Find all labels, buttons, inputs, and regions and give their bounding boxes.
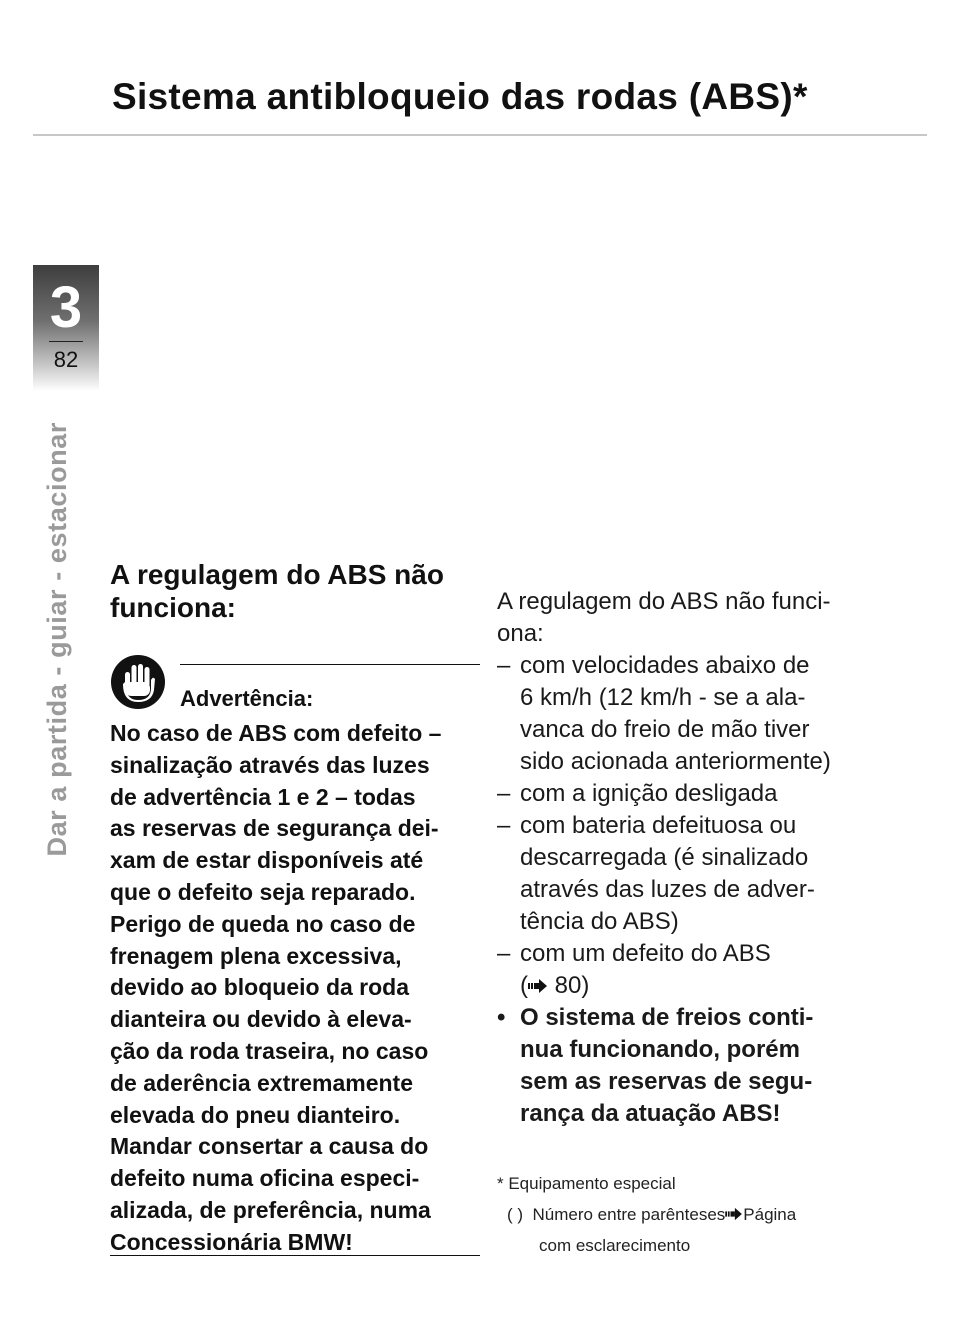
list-item-line: tência do ABS)	[520, 908, 679, 935]
footnote-legend-b: Página	[743, 1205, 797, 1224]
warning-line: dianteira ou devido à eleva-	[110, 1006, 412, 1033]
list-marker: –	[497, 780, 511, 807]
section-title-line-2: funciona:	[110, 592, 236, 623]
warning-line: que o defeito seja reparado.	[110, 878, 416, 905]
footnote-paren: ( )	[507, 1205, 524, 1224]
list-item-line: descarregada (é sinalizado	[520, 844, 809, 871]
chapter-number: 3	[49, 275, 83, 340]
list-marker: –	[497, 940, 511, 967]
footnote-legend-a: Número entre parênteses	[532, 1205, 726, 1224]
warning-line: de aderência extremamente	[110, 1069, 413, 1096]
warning-line: elevada do pneu dianteiro.	[110, 1101, 401, 1128]
list-marker: –	[497, 652, 511, 679]
bullet-line: O sistema de freios conti-	[520, 1004, 814, 1031]
list-item-line: com velocidades abaixo de	[520, 652, 810, 679]
ref-open: (	[520, 972, 528, 999]
warning-heading: Advertência:	[180, 686, 314, 711]
page-arrow-icon	[528, 978, 548, 994]
footnotes	[497, 1168, 897, 1261]
list-item-line: com um defeito do ABS	[520, 940, 771, 967]
warning-line: frenagem plena excessiva,	[110, 942, 402, 969]
footnote-legend-c: com esclarecimento	[539, 1236, 691, 1255]
intro-paragraph	[497, 586, 877, 650]
footnote-legend	[497, 1199, 897, 1261]
bullet-line: nua funcionando, porém	[520, 1036, 800, 1063]
warning-line: Perigo de queda no caso de	[110, 910, 416, 937]
list-item-ref	[497, 970, 877, 1002]
list-item	[497, 778, 877, 810]
bullet-marker: •	[497, 1004, 506, 1031]
warning-line: ção da roda traseira, no caso	[110, 1037, 429, 1064]
warning-top-rule	[180, 664, 480, 665]
list-item-line: com bateria defeituosa ou	[520, 812, 797, 839]
warning-line: Mandar consertar a causa do	[110, 1133, 429, 1160]
ref-page: 80)	[548, 972, 590, 999]
conditions-list	[497, 650, 877, 970]
intro-line-1: A regulagem do ABS não funci-	[497, 588, 831, 615]
warning-line: alizada, de preferência, numa	[110, 1196, 431, 1223]
left-column	[110, 558, 482, 1255]
warning-line: de advertência 1 e 2 – todas	[110, 783, 416, 810]
section-title	[110, 558, 482, 624]
warning-text	[110, 718, 482, 1259]
warning-bottom-rule	[110, 1255, 480, 1256]
header-divider	[33, 134, 927, 136]
page-number: 82	[53, 347, 79, 372]
bullet-text	[520, 1002, 877, 1130]
right-column	[497, 586, 877, 1130]
warning-line: Concessionária BMW!	[110, 1228, 353, 1255]
hand-stop-icon	[110, 654, 166, 710]
list-item	[497, 810, 877, 938]
chapter-tab	[33, 265, 99, 391]
list-item-line: 6 km/h (12 km/h - se a ala-	[520, 684, 806, 711]
list-item-line: através das luzes de adver-	[520, 876, 815, 903]
footnote-asterisk: * Equipamento especial	[497, 1174, 676, 1193]
bullet-item	[497, 1002, 877, 1130]
list-marker: –	[497, 812, 511, 839]
list-item	[497, 650, 877, 778]
list-item	[497, 938, 877, 970]
list-item-line: com a ignição desligada	[520, 780, 778, 807]
page-title: Sistema antibloqueio das rodas (ABS)*	[112, 76, 808, 117]
bullet-line: rança da atuação ABS!	[520, 1100, 781, 1127]
chapter-side-label: Dar a partida - guiar - estacionar	[42, 422, 72, 857]
warning-line: No caso de ABS com defeito –	[110, 720, 442, 746]
warning-line: defeito numa oficina especi-	[110, 1165, 420, 1192]
intro-line-2: ona:	[497, 620, 544, 647]
bullet-line: sem as reservas de segu-	[520, 1068, 813, 1095]
warning-line: xam de estar disponíveis até	[110, 847, 424, 874]
page-arrow-icon	[725, 1207, 743, 1221]
list-item-line: sido acionada anteriormente)	[520, 748, 831, 775]
section-title-line-1: A regulagem do ABS não	[110, 559, 444, 590]
warning-line: sinalização através das luzes	[110, 751, 430, 778]
chapter-divider	[49, 341, 83, 342]
list-item-line: vanca do freio de mão tiver	[520, 716, 810, 743]
warning-line: devido ao bloqueio da roda	[110, 974, 410, 1001]
warning-line: as reservas de segurança dei-	[110, 815, 439, 842]
